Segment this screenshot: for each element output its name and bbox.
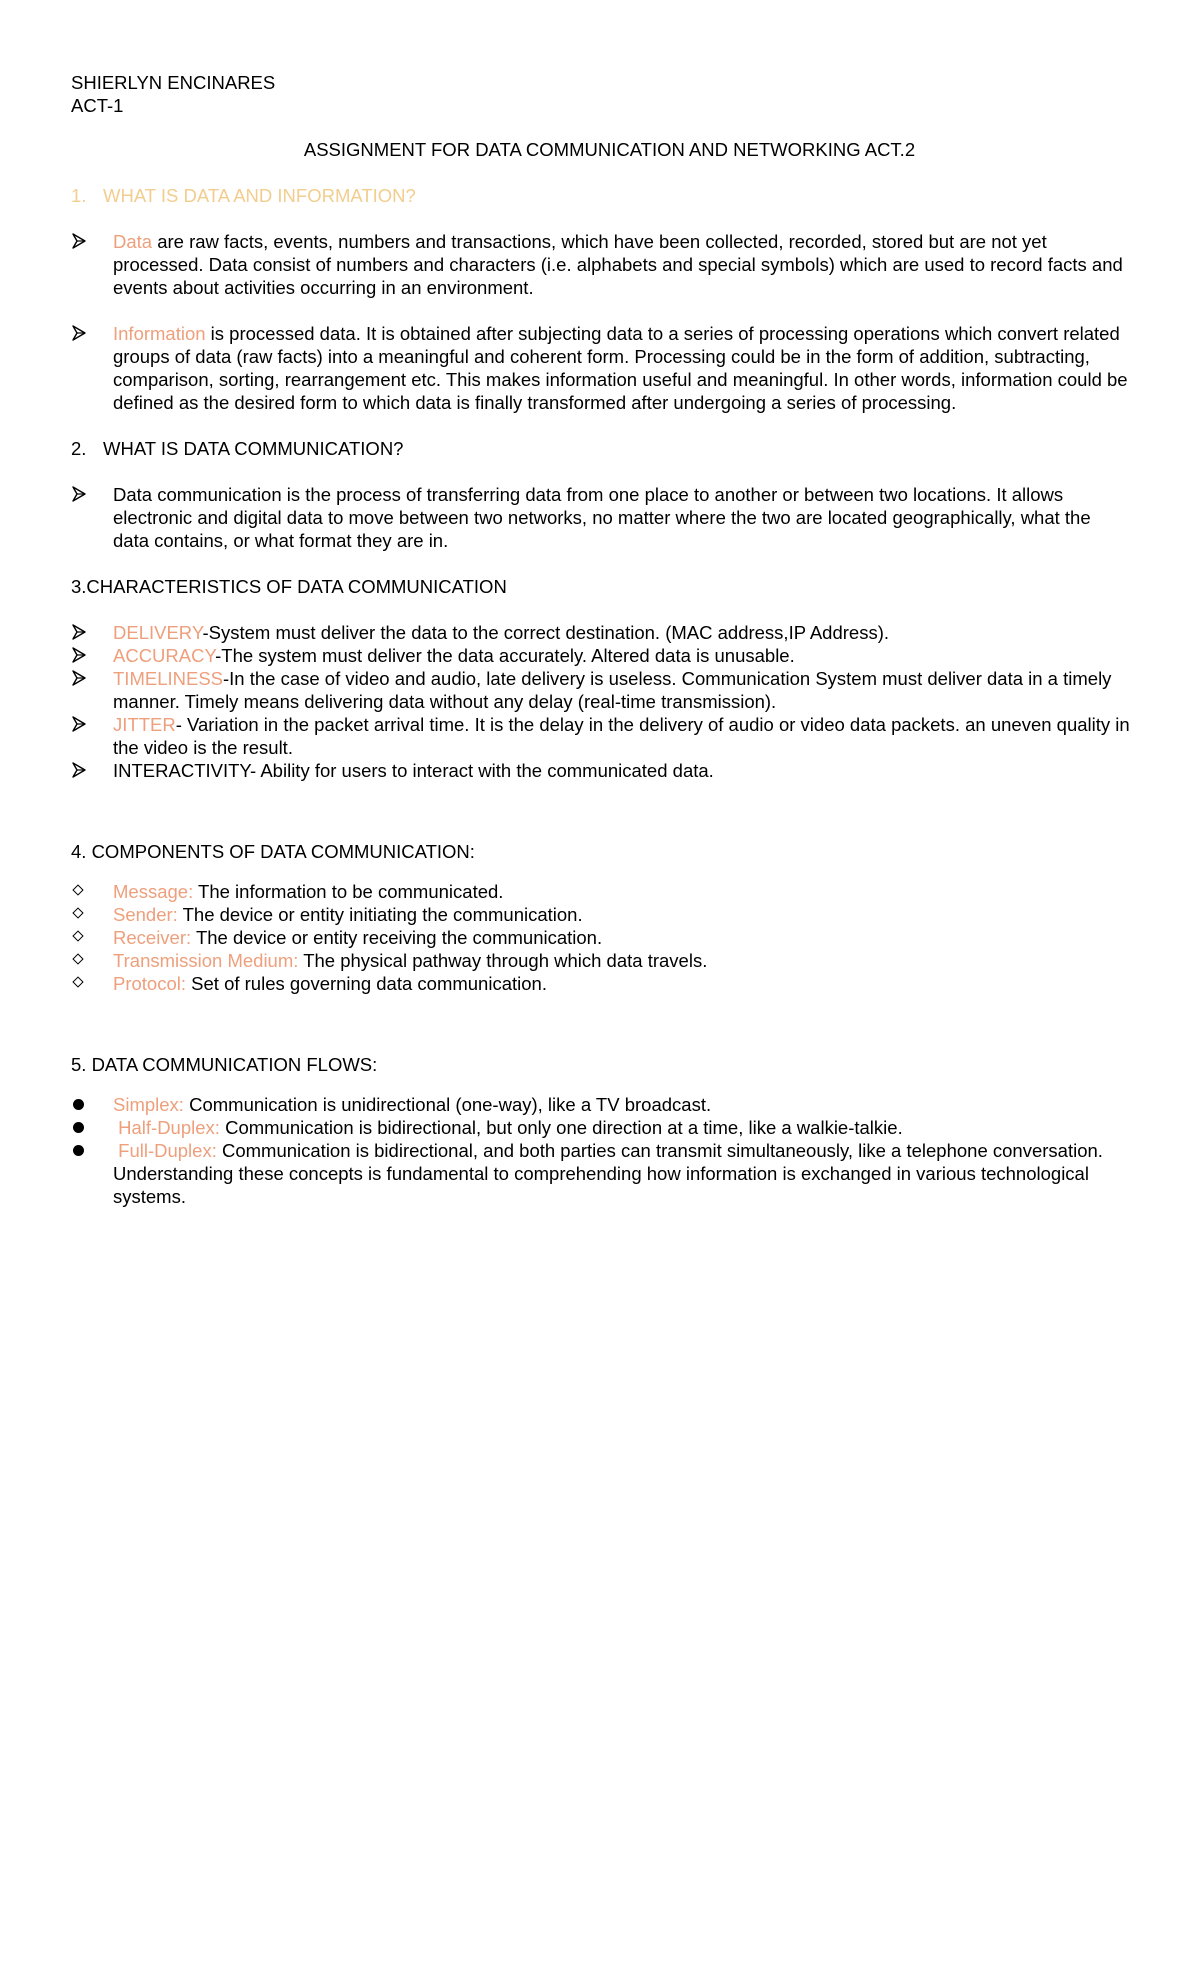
q3-item-jitter: [71, 713, 1130, 759]
definition-text: Data communication is the process of transferring data from one place to another or between two locations. It allows electronic and digital data to move between two networks, no matter where the two are located geographically, what the data contains, or what format they are in.: [113, 484, 1091, 551]
q4-item-medium: [71, 949, 1130, 972]
definition-text: Communication is bidirectional, and both parties can transmit simultaneously, like a telephone conversation. Understanding these concepts is fundamental to comprehending how information is exchanged in various technological systems.: [113, 1140, 1103, 1207]
term-label: Half-Duplex:: [113, 1117, 220, 1138]
q4-item-sender: [71, 903, 1130, 926]
q4-item-receiver: [71, 926, 1130, 949]
q3-list: [71, 621, 1130, 782]
arrow-bullet-icon: [71, 670, 89, 686]
author-name: SHIERLYN ENCINARES: [71, 72, 276, 93]
diamond-bullet-icon: [72, 930, 83, 941]
arrow-bullet-icon: [71, 762, 89, 778]
q1-item-information: [71, 322, 1130, 414]
q2-number: 2.: [71, 438, 87, 459]
q5-item-full-duplex: [71, 1139, 1130, 1208]
q4-item-protocol: [71, 972, 1130, 995]
definition-text: are raw facts, events, numbers and transactions, which have been collected, recorded, stored but are not yet processed. Data consist of numbers and characters (i.e. alphabets and special symbols) which are used to record facts and events about activities occurring in an environment.: [113, 231, 1123, 298]
q5-item-half-duplex: [71, 1116, 1130, 1139]
section-label: ACT-1: [71, 95, 124, 116]
diamond-bullet-icon: [72, 976, 83, 987]
definition-text: is processed data. It is obtained after subjecting data to a series of processing operations which convert related groups of data (raw facts) into a meaningful and coherent form. Processing could be in the form of addition, subtracting, comparison, sorting, rearrangement etc. This makes information useful and meaningful. In other words, information could be defined as the desired form to which data is finally transformed after undergoing a series of processing.: [113, 323, 1128, 413]
q1-heading-text: WHAT IS DATA AND INFORMATION?: [103, 185, 416, 206]
q3-item-accuracy: [71, 644, 1130, 667]
dot-bullet-icon: [73, 1122, 84, 1133]
definition-text: The physical pathway through which data travels.: [298, 950, 708, 971]
q2-heading: [71, 437, 1130, 460]
q5-heading: 5. DATA COMMUNICATION FLOWS:: [71, 1054, 378, 1075]
term-label: DELIVERY: [113, 622, 203, 643]
definition-text: - Variation in the packet arrival time. It is the delay in the delivery of audio or video data packets. an uneven quality in the video is the result.: [113, 714, 1130, 758]
q5-item-simplex: [71, 1093, 1130, 1116]
definition-text: The device or entity initiating the communication.: [177, 904, 583, 925]
q1-item-data: [71, 230, 1130, 299]
term-label: Full-Duplex:: [113, 1140, 217, 1161]
definition-text: The information to be communicated.: [193, 881, 504, 902]
arrow-bullet-icon: [71, 486, 89, 502]
term-label: Protocol:: [113, 973, 187, 994]
q1-list: [71, 230, 1130, 414]
definition-text: The device or entity receiving the communication.: [191, 927, 603, 948]
q3-item-delivery: [71, 621, 1130, 644]
term-label: Message:: [113, 881, 194, 902]
diamond-bullet-icon: [72, 884, 83, 895]
definition-text: Set of rules governing data communication.: [186, 973, 547, 994]
term-label: Information: [113, 323, 206, 344]
q4-heading: 4. COMPONENTS OF DATA COMMUNICATION:: [71, 841, 475, 862]
term-label: Data: [113, 231, 153, 252]
q3-item-interactivity: [71, 759, 1130, 782]
arrow-bullet-icon: [71, 624, 89, 640]
term-label: TIMELINESS: [113, 668, 223, 689]
definition-text: Communication is bidirectional, but only one direction at a time, like a walkie-talkie.: [219, 1117, 903, 1138]
arrow-bullet-icon: [71, 233, 89, 249]
term-label: Sender:: [113, 904, 178, 925]
q4-item-message: [71, 880, 1130, 903]
q4-list: [71, 880, 1130, 995]
term-label: Simplex:: [113, 1094, 184, 1115]
definition-text: -In the case of video and audio, late delivery is useless. Communication System must deliver data in a timely manner. Timely means delivering data without any delay (real-time transmission).: [113, 668, 1112, 712]
term-label: JITTER: [113, 714, 176, 735]
definition-text: INTERACTIVITY- Ability for users to interact with the communicated data.: [113, 760, 714, 781]
term-label: Transmission Medium:: [113, 950, 299, 971]
q2-heading-text: WHAT IS DATA COMMUNICATION?: [103, 438, 404, 459]
document-title: ASSIGNMENT FOR DATA COMMUNICATION AND NETWORKING ACT.2: [303, 139, 916, 160]
diamond-bullet-icon: [72, 953, 83, 964]
q2-item: [71, 483, 1130, 552]
q2-list: [71, 483, 1130, 552]
q3-heading: 3.CHARACTERISTICS OF DATA COMMUNICATION: [71, 576, 507, 597]
term-label: ACCURACY: [113, 645, 216, 666]
q1-number: 1.: [71, 185, 87, 206]
dot-bullet-icon: [73, 1099, 84, 1110]
arrow-bullet-icon: [71, 647, 89, 663]
dot-bullet-icon: [73, 1145, 84, 1156]
document-header: [71, 0, 1130, 117]
q1-heading: [71, 184, 1130, 207]
definition-text: Communication is unidirectional (one-way), like a TV broadcast.: [183, 1094, 712, 1115]
arrow-bullet-icon: [71, 325, 89, 341]
definition-text: -System must deliver the data to the correct destination. (MAC address,IP Address).: [202, 622, 889, 643]
definition-text: -The system must deliver the data accurately. Altered data is unusable.: [215, 645, 795, 666]
arrow-bullet-icon: [71, 716, 89, 732]
q3-item-timeliness: [71, 667, 1130, 713]
q5-list: [71, 1093, 1130, 1208]
term-label: Receiver:: [113, 927, 192, 948]
diamond-bullet-icon: [72, 907, 83, 918]
